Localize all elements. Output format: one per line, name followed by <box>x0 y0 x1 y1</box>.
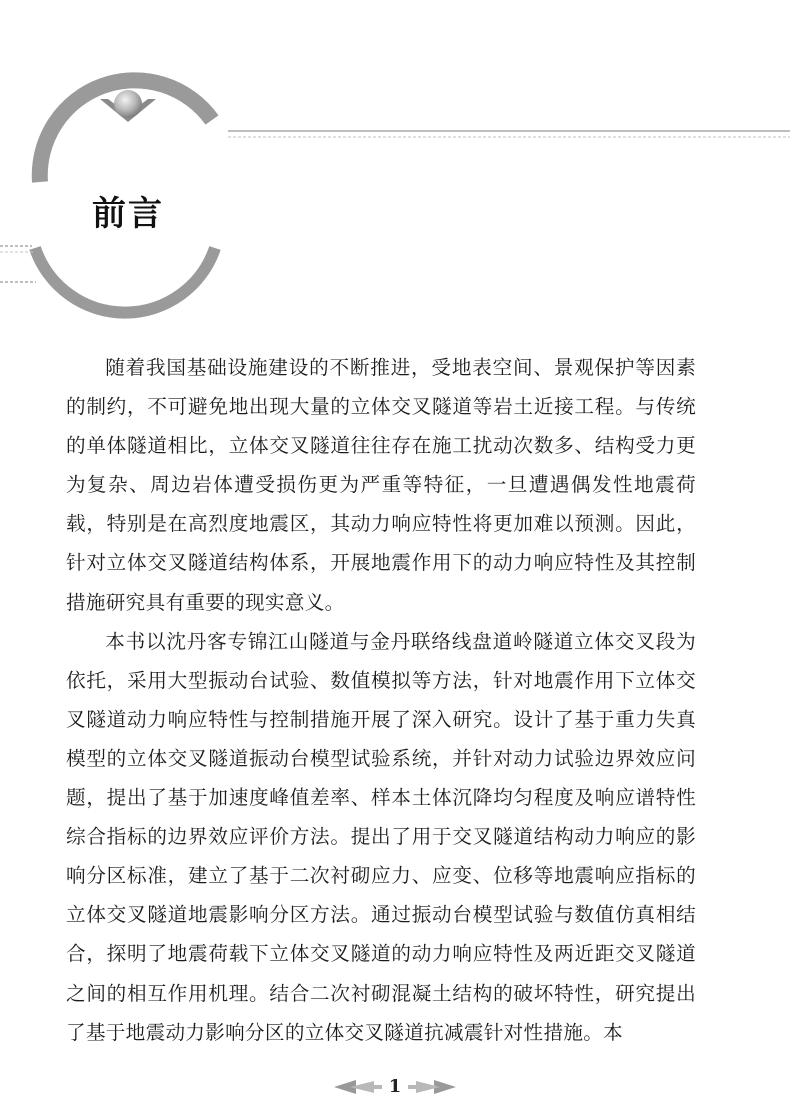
page-footer <box>0 1076 790 1097</box>
body-text <box>66 348 696 1052</box>
right-double-arrow-icon <box>408 1079 456 1095</box>
page-number: 1 <box>388 1076 402 1097</box>
page-title: 前言 <box>92 194 164 234</box>
left-double-arrow-icon <box>334 1079 382 1095</box>
paragraph: 本书以沈丹客专锦江山隧道与金丹联络线盘道岭隧道立体交叉段为依托，采用大型振动台试验、数值模拟等方法，针对地震作用下立体交叉隧道动力响应特性与控制措施开展了深入研究。设计了基于重力失真模型的立体交叉隧道振动台模型试验系统，并针对动力试验边界效应问题，提出了基于加速度峰值差率、样本土体沉降均匀程度及响应谱特性综合指标的边界效应评价方法。提出了用于交叉隧道结构动力响应的影响分区标准，建立了基于二次衬砌应力、应变、位移等地震响应指标的立体交叉隧道地震影响分区方法。通过振动台模型试验与数值仿真相结合，探明了地震荷载下立体交叉隧道的动力响应特性及两近距交叉隧道之间的相互作用机理。结合二次衬砌混凝土结构的破坏特性，研究提出了基于地震动力影响分区的立体交叉隧道抗减震针对性措施。本 <box>66 629 696 1044</box>
header-ornament <box>0 0 790 330</box>
lower-arc <box>35 248 215 313</box>
sphere-ornament <box>114 90 142 118</box>
paragraph: 随着我国基础设施建设的不断推进，受地表空间、景观保护等因素的制约，不可避免地出现大量的立体交叉隧道等岩土近接工程。与传统的单体隧道相比，立体交叉隧道往往存在施工扰动次数多、结构受力更为复杂、周边岩体遭受损伤更为严重等特征，一旦遭遇偶发性地震荷载，特别是在高烈度地震区，其动力响应特性将更加难以预测。因此，针对立体交叉隧道结构体系，开展地震作用下的动力响应特性及其控制措施研究具有重要的现实意义。 <box>66 356 696 614</box>
